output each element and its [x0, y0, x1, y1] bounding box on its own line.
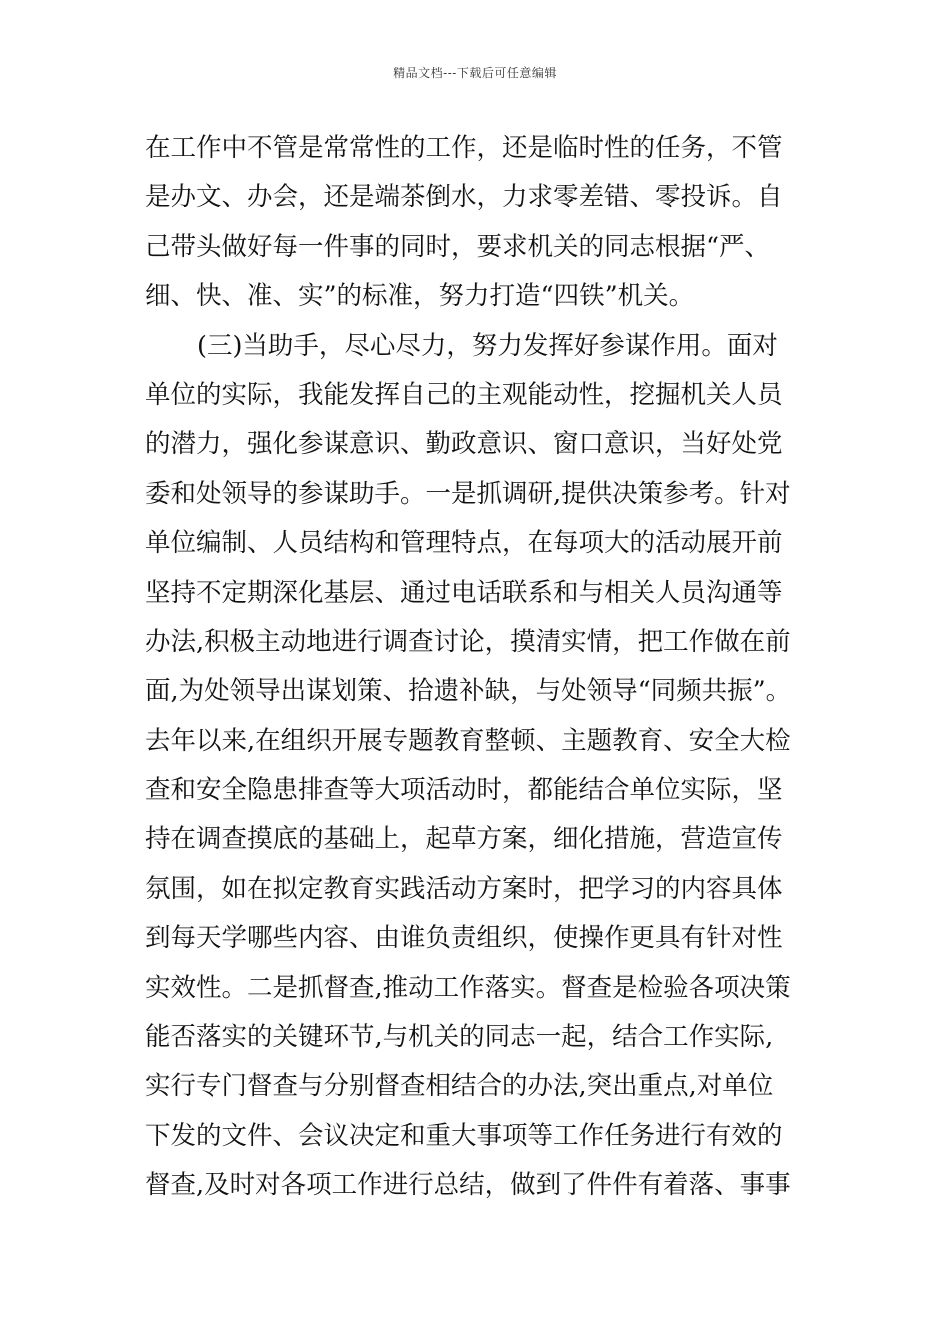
text-line: 单位编制、人员结构和管理特点，在每项大的活动展开前	[145, 528, 783, 559]
text-line: 查和安全隐患排查等大项活动时，都能结合单位实际，坚	[145, 775, 783, 806]
text-line: 氛围，如在拟定教育实践活动方案时，把学习的内容具体	[145, 873, 783, 904]
text-line: 是办文、办会，还是端茶倒水，力求零差错、零投诉。自	[145, 182, 783, 213]
text-line: 办法,积极主动地进行调查讨论，摸清实情，把工作做在前	[145, 626, 791, 657]
text-line: 下发的文件、会议决定和重大事项等工作任务进行有效的	[145, 1120, 783, 1151]
text-line: 细、快、准、实”的标准，努力打造“四铁”机关。	[145, 281, 695, 312]
text-line: 到每天学哪些内容、由谁负责组织，使操作更具有针对性	[145, 923, 783, 954]
page-header: 精品文档---下载后可任意编辑	[393, 66, 557, 80]
text-line: 委和处领导的参谋助手。一是抓调研,提供决策参考。针对	[145, 478, 791, 509]
text-line: 的潜力，强化参谋意识、勤政意识、窗口意识，当好处党	[145, 429, 783, 460]
text-line: 己带头做好每一件事的同时，要求机关的同志根据“严、	[145, 231, 771, 262]
text-line: 督查,及时对各项工作进行总结，做到了件件有着落、事事	[145, 1170, 791, 1201]
body-text	[145, 124, 825, 1211]
text-line: 在工作中不管是常常性的工作，还是临时性的任务，不管	[145, 133, 783, 163]
text-line: 单位的实际，我能发挥自己的主观能动性，挖掘机关人员	[145, 379, 783, 410]
text-line: 实行专门督查与分别督查相结合的办法,突出重点,对单位	[145, 1071, 774, 1102]
text-line: 面,为处领导出谋划策、拾遗补缺，与处领导“同频共振”。	[145, 676, 792, 707]
text-line: 去年以来,在组织开展专题教育整顿、主题教育、安全大检	[145, 725, 791, 756]
section-heading-line: (三)当助手，尽心尽力，努力发挥好参谋作用。面对	[197, 330, 778, 361]
text-line: 实效性。二是抓督查,推动工作落实。督查是检验各项决策	[145, 972, 791, 1003]
text-line: 持在调查摸底的基础上，起草方案，细化措施，营造宣传	[145, 824, 783, 855]
text-line: 坚持不定期深化基层、通过电话联系和与相关人员沟通等	[145, 577, 783, 608]
text-line: 能否落实的关键环节,与机关的同志一起，结合工作实际,	[145, 1022, 774, 1053]
